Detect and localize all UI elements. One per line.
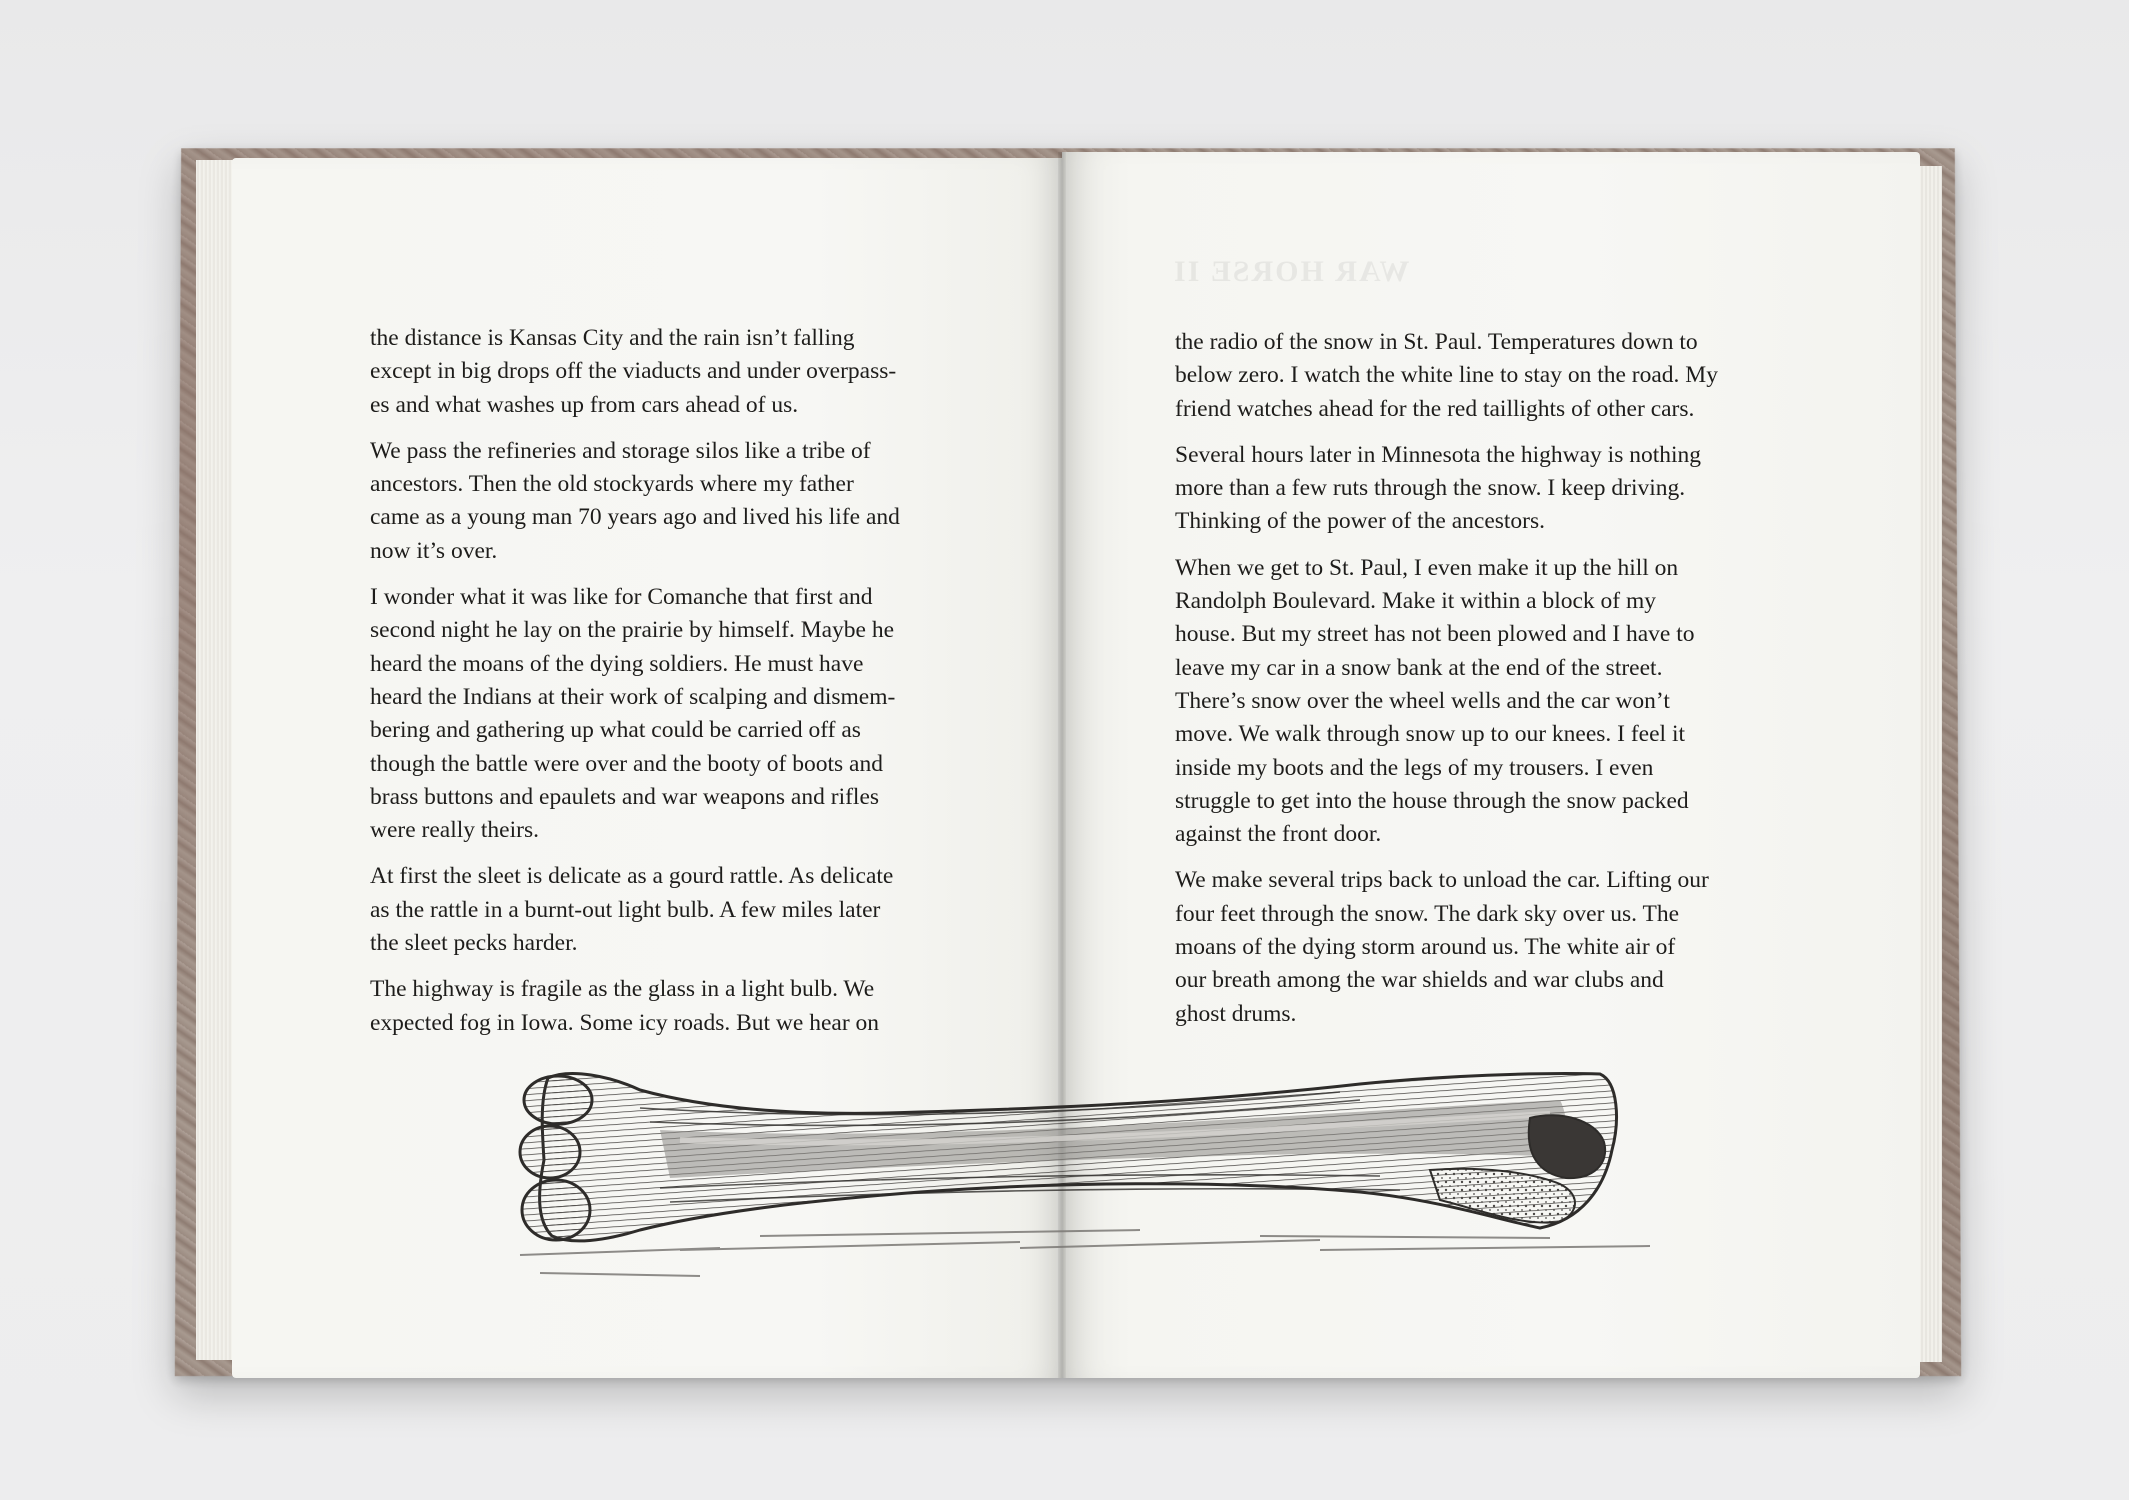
paragraph: [370, 435, 970, 568]
text-line: came as a young man 70 years ago and lived his life and: [370, 504, 900, 531]
text-line: bering and gathering up what could be carried off as: [370, 717, 861, 744]
text-line: At first the sleet is delicate as a gourd rattle. As delicate: [370, 863, 894, 890]
text-line: as the rattle in a burnt-out light bulb. A few miles later: [370, 896, 881, 923]
text-line: the sleet pecks harder.: [370, 930, 578, 957]
page-edges-left: [196, 160, 236, 1360]
text-line: expected fog in Iowa. Some icy roads. But we hear on: [370, 1009, 880, 1036]
text-line: When we get to St. Paul, I even make it up the hill on: [1175, 554, 1679, 581]
paragraph: [370, 581, 970, 847]
text-line: Several hours later in Minnesota the highway is nothing: [1175, 441, 1702, 468]
paragraph: [370, 322, 970, 422]
paragraph: [1175, 439, 1795, 539]
text-line: ancestors. Then the old stockyards where my father: [370, 471, 854, 498]
text-line: brass buttons and epaulets and war weapons and rifles: [370, 783, 880, 810]
text-line: more than a few ruts through the snow. I keep driving.: [1175, 475, 1686, 502]
text-line: There’s snow over the wheel wells and the car won’t: [1175, 687, 1670, 714]
text-line: Thinking of the power of the ancestors.: [1175, 508, 1546, 535]
text-line: the radio of the snow in St. Paul. Temperatures down to: [1175, 329, 1698, 355]
text-line: The highway is fragile as the glass in a light bulb. We: [370, 976, 875, 1003]
left-page-text: [370, 322, 970, 1053]
text-line: heard the Indians at their work of scalping and dismem-: [370, 683, 896, 710]
paragraph: [1175, 552, 1795, 852]
paragraph: [370, 973, 970, 1040]
text-line: move. We walk through snow up to our knees. I feel it: [1175, 721, 1686, 748]
text-line: against the front door.: [1175, 821, 1382, 848]
text-line: es and what washes up from cars ahead of us.: [370, 391, 799, 418]
text-line: ghost drums.: [1175, 1000, 1297, 1027]
text-line: struggle to get into the house through the snow packed: [1175, 787, 1689, 814]
text-line: friend watches ahead for the red taillights of other cars.: [1175, 395, 1695, 422]
text-line: though the battle were over and the booty of boots and: [370, 750, 883, 777]
text-line: the distance is Kansas City and the rain isn’t falling: [370, 325, 855, 351]
text-line: our breath among the war shields and war clubs and: [1175, 967, 1664, 994]
text-line: We make several trips back to unload the car. Lifting our: [1175, 867, 1709, 894]
text-line: house. But my street has not been plowed and I have to: [1175, 621, 1695, 648]
paragraph: [1175, 326, 1795, 426]
bone-engraving-icon: [500, 1060, 1680, 1290]
text-line: moans of the dying storm around us. The white air of: [1175, 934, 1676, 961]
text-line: were really theirs.: [370, 817, 539, 844]
text-line: now it’s over.: [370, 537, 498, 564]
paragraph: [370, 860, 970, 960]
paragraph: [1175, 864, 1795, 1030]
right-page-text: [1175, 326, 1795, 1044]
text-line: heard the moans of the dying soldiers. He must have: [370, 650, 864, 677]
text-line: four feet through the snow. The dark sky over us. The: [1175, 900, 1680, 927]
text-line: We pass the refineries and storage silos like a tribe of: [370, 437, 871, 464]
text-line: I wonder what it was like for Comanche that first and: [370, 584, 873, 611]
text-line: Randolph Boulevard. Make it within a block of my: [1175, 588, 1657, 615]
text-line: inside my boots and the legs of my trousers. I even: [1175, 754, 1654, 781]
text-line: leave my car in a snow bank at the end of the street.: [1175, 654, 1663, 681]
text-line: except in big drops off the viaducts and under overpass-: [370, 358, 897, 385]
text-line: second night he lay on the prairie by himself. Maybe he: [370, 617, 895, 644]
show-through-heading: WAR HORSE II: [1172, 255, 1410, 288]
text-line: below zero. I watch the white line to stay on the road. My: [1175, 362, 1718, 389]
